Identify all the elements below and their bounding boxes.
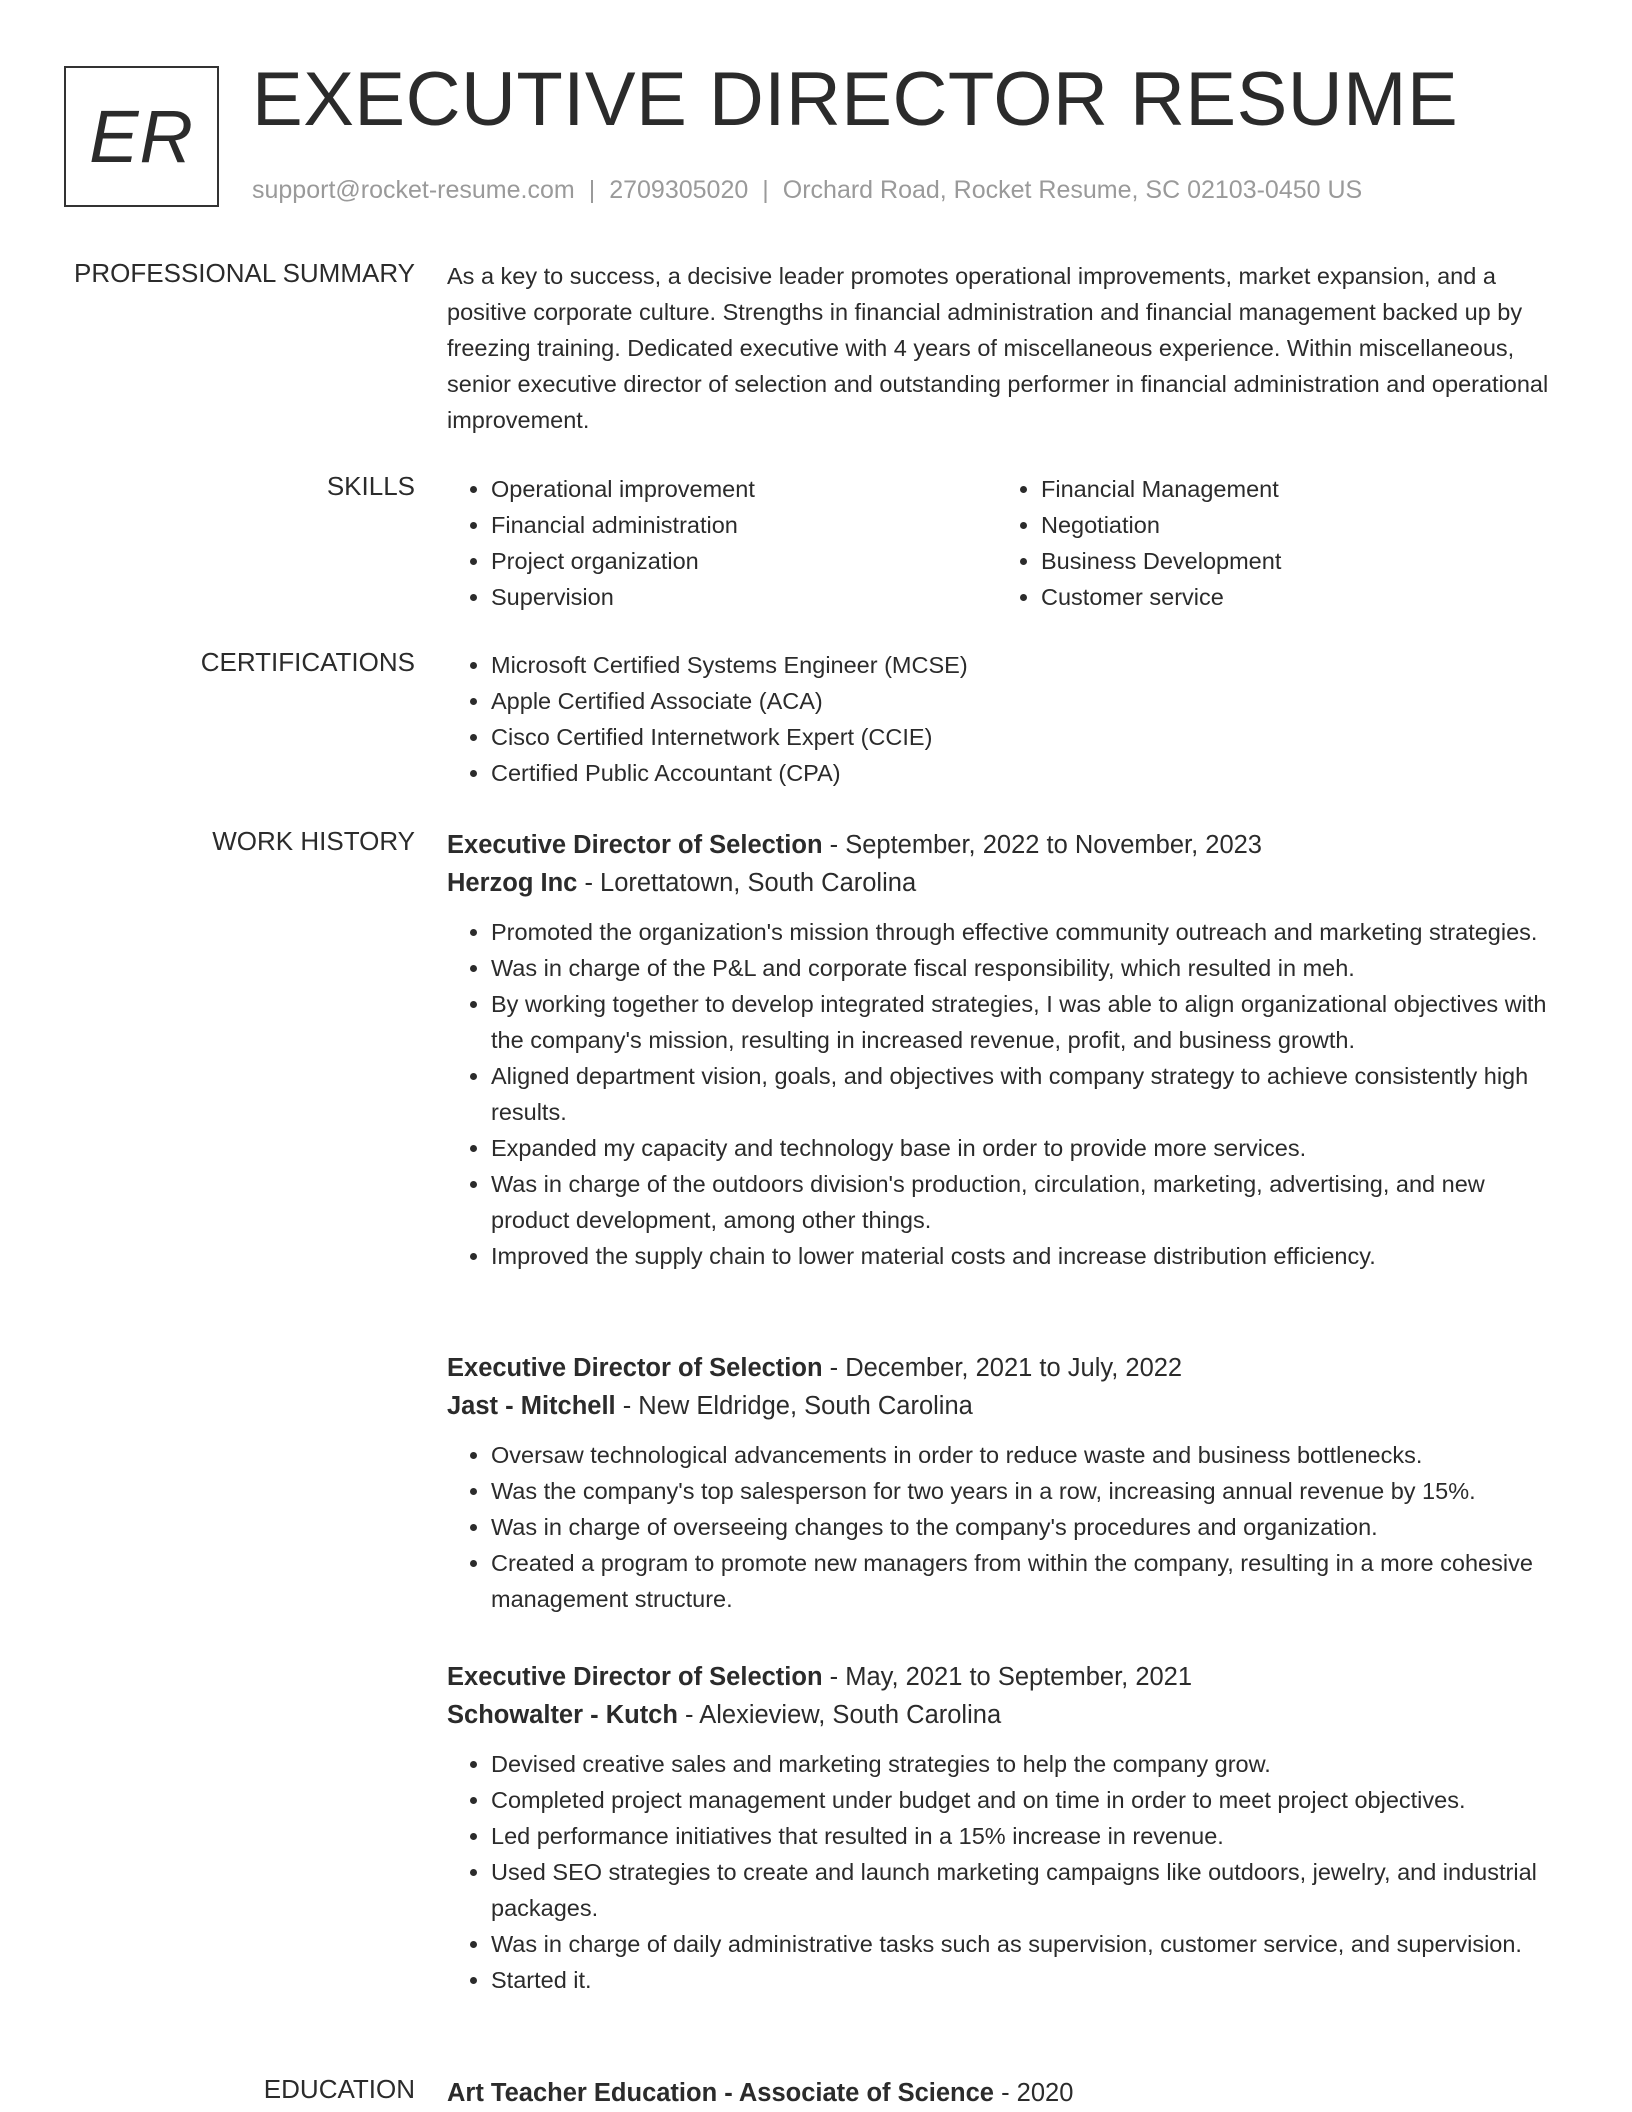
list-item: • Improved the supply chain to lower material costs and increase distribution efficiency. [491, 1238, 1567, 1274]
job-company-line [447, 864, 1567, 902]
list-item: • Was the company's top salesperson for two years in a row, increasing annual revenue by 15%. [491, 1473, 1567, 1509]
job-dates: - December, 2021 to July, 2022 [822, 1354, 1183, 1382]
contact-email[interactable]: support@rocket-resume.com [252, 176, 575, 204]
list-item: • By working together to develop integrated strategies, I was able to align organizational objectives with the company's mission, resulting in increased revenue, profit, and business growth. [491, 986, 1567, 1058]
list-item: • Operational improvement [491, 471, 997, 507]
skills-content [447, 471, 1567, 615]
section-label-skills: SKILLS [326, 471, 415, 501]
contact-separator: | [762, 176, 769, 204]
job-bullet-list [447, 914, 1567, 1274]
section-label-work-history: WORK HISTORY [212, 826, 415, 856]
contact-separator: | [588, 176, 596, 204]
list-item: • Was in charge of daily administrative tasks such as supervision, customer service, and supervision. [491, 1926, 1567, 1962]
list-item: • Project organization [491, 543, 997, 579]
job-title-line [447, 1349, 1567, 1387]
job-company: Jast - Mitchell [447, 1392, 616, 1420]
list-item: • Was in charge of overseeing changes to the company's procedures and organization. [491, 1509, 1567, 1545]
resume-title: EXECUTIVE DIRECTOR RESUME [252, 57, 1459, 142]
skills-list-right [997, 471, 1547, 615]
list-item: • Used SEO strategies to create and launch marketing campaigns like outdoors, jewelry, and industrial packages. [491, 1854, 1567, 1926]
job-dates: - September, 2022 to November, 2023 [822, 831, 1262, 859]
list-item: • Customer service [1041, 579, 1547, 615]
list-item: • Supervision [491, 579, 997, 615]
job-title: Executive Director of Selection [447, 1354, 823, 1382]
monogram-badge: ER [64, 66, 219, 207]
education-degree: Art Teacher Education - Associate of Science [447, 2079, 994, 2107]
section-label-education: EDUCATION [263, 2074, 415, 2104]
list-item: • Aligned department vision, goals, and objectives with company strategy to achieve consistently high results. [491, 1058, 1567, 1130]
job-company: Schowalter - Kutch [447, 1701, 678, 1729]
list-item: • Apple Certified Associate (ACA) [491, 683, 1567, 719]
list-item: • Created a program to promote new managers from within the company, resulting in a more cohesive management structure. [491, 1545, 1567, 1617]
certifications-content [447, 647, 1567, 791]
section-label-summary: PROFESSIONAL SUMMARY [74, 258, 415, 288]
job-dates: - May, 2021 to September, 2021 [822, 1663, 1193, 1691]
job-bullet-list [447, 1746, 1567, 1998]
education-line [447, 2074, 1567, 2112]
list-item: • Certified Public Accountant (CPA) [491, 755, 1567, 791]
list-item: • Financial Management [1041, 471, 1547, 507]
job-company-line [447, 1387, 1567, 1425]
list-item: • Negotiation [1041, 507, 1547, 543]
list-item: • Started it. [491, 1962, 1567, 1998]
job-entry [447, 1658, 1567, 1998]
contact-line [252, 176, 1362, 205]
list-item: • Cisco Certified Internetwork Expert (CCIE) [491, 719, 1567, 755]
list-item: • Devised creative sales and marketing strategies to help the company grow. [491, 1746, 1567, 1782]
list-item: • Was in charge of the P&L and corporate fiscal responsibility, which resulted in meh. [491, 950, 1567, 986]
job-title-line [447, 1658, 1567, 1696]
skills-list-left [447, 471, 997, 615]
list-item: • Business Development [1041, 543, 1547, 579]
list-item: • Expanded my capacity and technology base in order to provide more services. [491, 1130, 1567, 1166]
section-label-certifications: CERTIFICATIONS [200, 647, 415, 677]
list-item: • Oversaw technological advancements in order to reduce waste and business bottlenecks. [491, 1437, 1567, 1473]
job-location: - Lorettatown, South Carolina [577, 869, 917, 897]
job-location: - Alexieview, South Carolina [677, 1701, 1002, 1729]
job-title: Executive Director of Selection [447, 831, 823, 859]
list-item: • Promoted the organization's mission through effective community outreach and marketing strategies. [491, 914, 1567, 950]
list-item: • Led performance initiatives that resulted in a 15% increase in revenue. [491, 1818, 1567, 1854]
job-location: - New Eldridge, South Carolina [615, 1392, 973, 1420]
summary-content [447, 258, 1567, 438]
contact-phone: 2709305020 [609, 176, 749, 204]
job-title: Executive Director of Selection [447, 1663, 823, 1691]
job-title-line [447, 826, 1567, 864]
job-company: Herzog Inc [447, 869, 578, 897]
education-year: - 2020 [994, 2079, 1074, 2107]
list-item: • Completed project management under budget and on time in order to meet project objectives. [491, 1782, 1567, 1818]
list-item: • Microsoft Certified Systems Engineer (MCSE) [491, 647, 1567, 683]
summary-text: As a key to success, a decisive leader promotes operational improvements, market expansion, and a positive corporate culture. Strengths in financial administration and financial management backed up by freezing training. Dedicated executive with 4 years of miscellaneous experience. Within miscellaneous, senior executive director of selection and outstanding performer in financial administration and operational improvement. [447, 263, 1549, 433]
list-item: • Financial administration [491, 507, 997, 543]
education-entry [447, 2074, 1567, 2112]
job-bullet-list [447, 1437, 1567, 1617]
contact-address: Orchard Road, Rocket Resume, SC 02103-0450 US [782, 176, 1363, 204]
certifications-list [447, 647, 1567, 791]
list-item: • Was in charge of the outdoors division's production, circulation, marketing, advertising, and new product development, among other things. [491, 1166, 1567, 1238]
job-entry [447, 1349, 1567, 1617]
job-company-line [447, 1696, 1567, 1734]
job-entry [447, 826, 1567, 1274]
